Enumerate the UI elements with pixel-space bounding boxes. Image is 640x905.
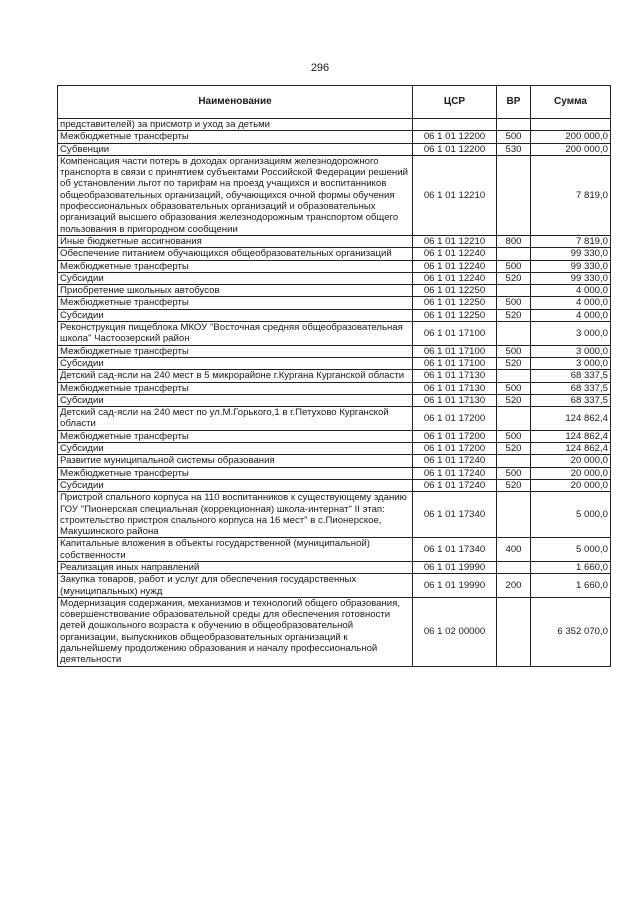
row-sum: 1 660,0: [531, 574, 611, 598]
row-sum: 200 000,0: [531, 143, 611, 155]
row-csr: 06 1 01 17200: [413, 430, 497, 442]
row-name: Детский сад-ясли на 240 мест по ул.М.Горького,1 в г.Петухово Курганской области: [58, 407, 413, 431]
row-vr: [497, 248, 531, 260]
row-sum: 68 337,5: [531, 382, 611, 394]
row-vr: [497, 322, 531, 346]
row-sum: 4 000,0: [531, 285, 611, 297]
row-vr: [497, 155, 531, 235]
row-csr: 06 1 02 00000: [413, 597, 497, 666]
row-vr: 400: [497, 538, 531, 562]
row-sum: 7 819,0: [531, 155, 611, 235]
row-sum: 5 000,0: [531, 492, 611, 538]
table-row: [58, 430, 611, 442]
page-number: 296: [310, 62, 330, 74]
row-vr: [497, 119, 531, 131]
row-vr: 520: [497, 479, 531, 491]
row-csr: 06 1 01 17130: [413, 370, 497, 382]
row-name: Пристрой спального корпуса на 110 воспитанников к существующему зданию ГОУ "Пионерская специальная (коррекционная) школа-интернат" II этап: строительство пристроя спального корпуса на 16 мест" в с.Пионерское, Макушинского района: [58, 492, 413, 538]
table-header-row: [58, 86, 611, 119]
row-sum: 4 000,0: [531, 297, 611, 309]
row-vr: [497, 455, 531, 467]
row-name: Реализация иных направлений: [58, 561, 413, 573]
budget-table: [57, 85, 611, 667]
table-row: [58, 260, 611, 272]
row-vr: 500: [497, 131, 531, 143]
row-name: Межбюджетные трансферты: [58, 467, 413, 479]
table-row: [58, 455, 611, 467]
row-csr: 06 1 01 19990: [413, 574, 497, 598]
row-sum: 5 000,0: [531, 538, 611, 562]
row-sum: 99 330,0: [531, 248, 611, 260]
table-row: [58, 492, 611, 538]
row-vr: [497, 370, 531, 382]
row-csr: 06 1 01 17130: [413, 394, 497, 406]
row-name: Развитие муниципальной системы образования: [58, 455, 413, 467]
row-sum: 3 000,0: [531, 345, 611, 357]
table-row: [58, 443, 611, 455]
row-vr: [497, 407, 531, 431]
table-row: [58, 297, 611, 309]
table-row: [58, 467, 611, 479]
row-vr: 520: [497, 443, 531, 455]
row-name: Межбюджетные трансферты: [58, 430, 413, 442]
row-vr: 500: [497, 260, 531, 272]
table-row: [58, 370, 611, 382]
row-name: представителей) за присмотр и уход за детьми: [58, 119, 413, 131]
row-vr: 520: [497, 394, 531, 406]
row-csr: [413, 119, 497, 131]
row-name: Детский сад-ясли на 240 мест в 5 микрорайоне г.Кургана Курганской области: [58, 370, 413, 382]
row-name: Компенсация части потерь в доходах организациям железнодорожного транспорта в связи с принятием субъектами Российской Федерации решений об установлении льгот по тарифам на проезд учащихся и воспитанников общеобразовательных организаций, обучающихся очной формы обучения профессиональных образовательных организаций и образовательных организаций высшего образования железнодорожным транспортом общего пользования в пригородном сообщении: [58, 155, 413, 235]
row-csr: 06 1 01 17340: [413, 538, 497, 562]
table-row: [58, 143, 611, 155]
row-csr: 06 1 01 12250: [413, 309, 497, 321]
row-csr: 06 1 01 12250: [413, 297, 497, 309]
table-row: [58, 407, 611, 431]
row-csr: 06 1 01 17200: [413, 407, 497, 431]
row-name: Субвенции: [58, 143, 413, 155]
row-csr: 06 1 01 19990: [413, 561, 497, 573]
table-row: [58, 322, 611, 346]
row-vr: 500: [497, 467, 531, 479]
row-name: Капитальные вложения в объекты государственной (муниципальной) собственности: [58, 538, 413, 562]
table-row: [58, 357, 611, 369]
table-row: [58, 272, 611, 284]
row-vr: 520: [497, 357, 531, 369]
row-name: Субсидии: [58, 272, 413, 284]
row-csr: 06 1 01 17100: [413, 322, 497, 346]
row-sum: 68 337,5: [531, 394, 611, 406]
row-vr: 530: [497, 143, 531, 155]
header-csr: ЦСР: [413, 86, 497, 119]
table-row: [58, 131, 611, 143]
row-csr: 06 1 01 12200: [413, 131, 497, 143]
row-csr: 06 1 01 12240: [413, 260, 497, 272]
table-row: [58, 309, 611, 321]
header-sum: Сумма: [531, 86, 611, 119]
row-name: Межбюджетные трансферты: [58, 260, 413, 272]
row-sum: 3 000,0: [531, 322, 611, 346]
row-sum: 124 862,4: [531, 430, 611, 442]
row-name: Приобретение школьных автобусов: [58, 285, 413, 297]
row-csr: 06 1 01 12240: [413, 248, 497, 260]
table-row: [58, 235, 611, 247]
row-vr: 200: [497, 574, 531, 598]
row-vr: 500: [497, 430, 531, 442]
row-sum: 20 000,0: [531, 479, 611, 491]
row-csr: 06 1 01 17340: [413, 492, 497, 538]
table-row: [58, 394, 611, 406]
row-name: Межбюджетные трансферты: [58, 131, 413, 143]
row-sum: 1 660,0: [531, 561, 611, 573]
row-vr: 800: [497, 235, 531, 247]
row-name: Межбюджетные трансферты: [58, 382, 413, 394]
table-row: [58, 561, 611, 573]
table-row: [58, 155, 611, 235]
row-sum: 4 000,0: [531, 309, 611, 321]
row-name: Обеспечение питанием обучающихся общеобразовательных организаций: [58, 248, 413, 260]
header-name: Наименование: [58, 86, 413, 119]
row-sum: 20 000,0: [531, 467, 611, 479]
row-sum: 124 862,4: [531, 407, 611, 431]
row-vr: 520: [497, 309, 531, 321]
row-csr: 06 1 01 12240: [413, 272, 497, 284]
row-name: Межбюджетные трансферты: [58, 345, 413, 357]
row-vr: [497, 561, 531, 573]
row-name: Субсидии: [58, 479, 413, 491]
row-name: Субсидии: [58, 443, 413, 455]
row-vr: 520: [497, 272, 531, 284]
table-row: [58, 248, 611, 260]
row-csr: 06 1 01 17100: [413, 345, 497, 357]
row-vr: 500: [497, 382, 531, 394]
row-csr: 06 1 01 17130: [413, 382, 497, 394]
row-csr: 06 1 01 17200: [413, 443, 497, 455]
row-sum: [531, 119, 611, 131]
row-csr: 06 1 01 12200: [413, 143, 497, 155]
row-name: Реконструкция пищеблока МКОУ "Восточная средняя общеобразовательная школа" Частоозерский район: [58, 322, 413, 346]
row-name: Субсидии: [58, 309, 413, 321]
row-sum: 124 862,4: [531, 443, 611, 455]
row-vr: [497, 597, 531, 666]
row-vr: 500: [497, 345, 531, 357]
row-sum: 6 352 070,0: [531, 597, 611, 666]
row-name: Модернизация содержания, механизмов и технологий общего образования, совершенствование образовательной среды для обеспечения готовности детей дошкольного возраста к обучению в общеобразовательной организации, выпускников общеобразовательных организаций к дальнейшему продолжению образования и началу профессиональной деятельности: [58, 597, 413, 666]
table-row: [58, 285, 611, 297]
table-row: [58, 345, 611, 357]
row-csr: 06 1 01 12250: [413, 285, 497, 297]
row-sum: 200 000,0: [531, 131, 611, 143]
row-name: Иные бюджетные ассигнования: [58, 235, 413, 247]
row-sum: 68 337,5: [531, 370, 611, 382]
row-csr: 06 1 01 17100: [413, 357, 497, 369]
table-row: [58, 479, 611, 491]
row-csr: 06 1 01 12210: [413, 155, 497, 235]
row-name: Межбюджетные трансферты: [58, 297, 413, 309]
row-csr: 06 1 01 17240: [413, 467, 497, 479]
row-csr: 06 1 01 17240: [413, 479, 497, 491]
table-row: [58, 382, 611, 394]
row-csr: 06 1 01 12210: [413, 235, 497, 247]
row-sum: 99 330,0: [531, 272, 611, 284]
table-row: [58, 119, 611, 131]
row-name: Закупка товаров, работ и услуг для обеспечения государственных (муниципальных) нужд: [58, 574, 413, 598]
table-row: [58, 538, 611, 562]
header-vr: ВР: [497, 86, 531, 119]
row-vr: 500: [497, 297, 531, 309]
row-vr: [497, 285, 531, 297]
row-csr: 06 1 01 17240: [413, 455, 497, 467]
row-sum: 3 000,0: [531, 357, 611, 369]
table-row: [58, 597, 611, 666]
row-vr: [497, 492, 531, 538]
row-sum: 99 330,0: [531, 260, 611, 272]
row-sum: 7 819,0: [531, 235, 611, 247]
row-name: Субсидии: [58, 357, 413, 369]
row-name: Субсидии: [58, 394, 413, 406]
row-sum: 20 000,0: [531, 455, 611, 467]
table-row: [58, 574, 611, 598]
